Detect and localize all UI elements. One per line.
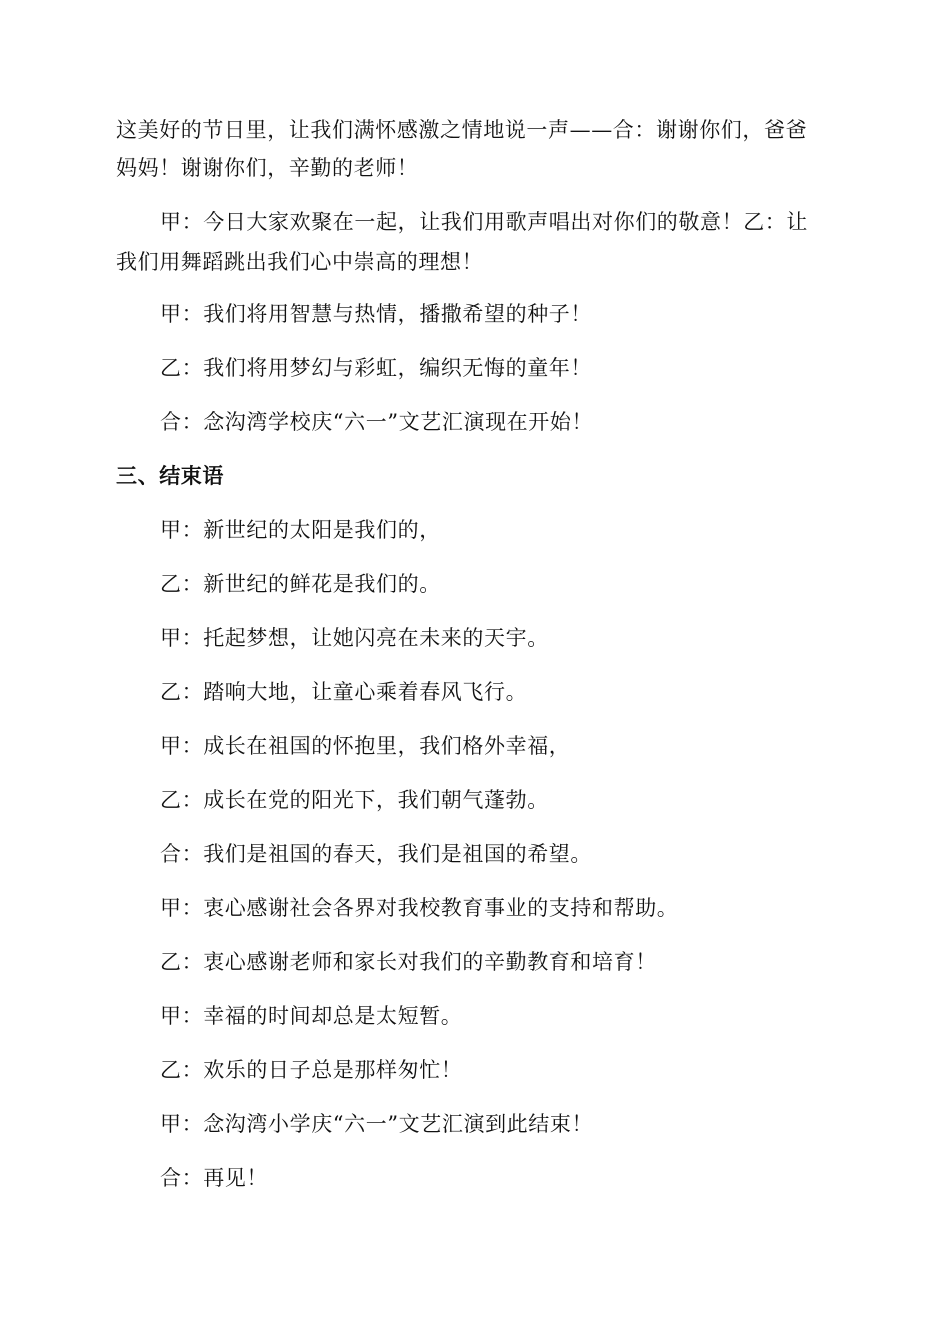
intro-paragraph-2-line-1: 甲：今日大家欢聚在一起，让我们用歌声唱出对你们的敬意！乙：让 — [160, 210, 808, 234]
intro-paragraph-1-line-1: 这美好的节日里，让我们满怀感激之情地说一声——合：谢谢你们，爸爸 — [116, 118, 808, 142]
intro-paragraph-1-line-2: 妈妈！谢谢你们，辛勤的老师！ — [116, 156, 419, 180]
closing-line: 合：再见！ — [160, 1166, 268, 1190]
closing-line: 甲：托起梦想，让她闪亮在未来的天宇。 — [160, 626, 549, 650]
closing-line: 乙：成长在党的阳光下，我们朝气蓬勃。 — [160, 788, 549, 812]
intro-paragraph-5: 合：念沟湾学校庆“六一”文艺汇演现在开始！ — [160, 410, 594, 434]
intro-paragraph-3: 甲：我们将用智慧与热情，播撒希望的种子！ — [160, 302, 592, 326]
closing-line: 合：我们是祖国的春天，我们是祖国的希望。 — [160, 842, 592, 866]
closing-line: 乙：欢乐的日子总是那样匆忙！ — [160, 1058, 463, 1082]
section-heading-closing: 三、结束语 — [116, 464, 224, 488]
intro-paragraph-4: 乙：我们将用梦幻与彩虹，编织无悔的童年！ — [160, 356, 592, 380]
closing-line: 乙：踏响大地，让童心乘着春风飞行。 — [160, 680, 528, 704]
closing-line: 甲：成长在祖国的怀抱里，我们格外幸福， — [160, 734, 571, 758]
closing-line: 甲：衷心感谢社会各界对我校教育事业的支持和帮助。 — [160, 896, 679, 920]
intro-paragraph-1 — [116, 112, 834, 186]
closing-line: 甲：念沟湾小学庆“六一”文艺汇演到此结束！ — [160, 1112, 594, 1136]
closing-line: 乙：新世纪的鲜花是我们的。 — [160, 572, 441, 596]
intro-paragraph-2-line-2: 我们用舞蹈跳出我们心中崇高的理想！ — [116, 250, 484, 274]
closing-line: 甲：幸福的时间却总是太短暂。 — [160, 1004, 463, 1028]
closing-line: 甲：新世纪的太阳是我们的， — [160, 518, 441, 542]
closing-line: 乙：衷心感谢老师和家长对我们的辛勤教育和培育！ — [160, 950, 657, 974]
intro-paragraph-2 — [116, 204, 834, 280]
